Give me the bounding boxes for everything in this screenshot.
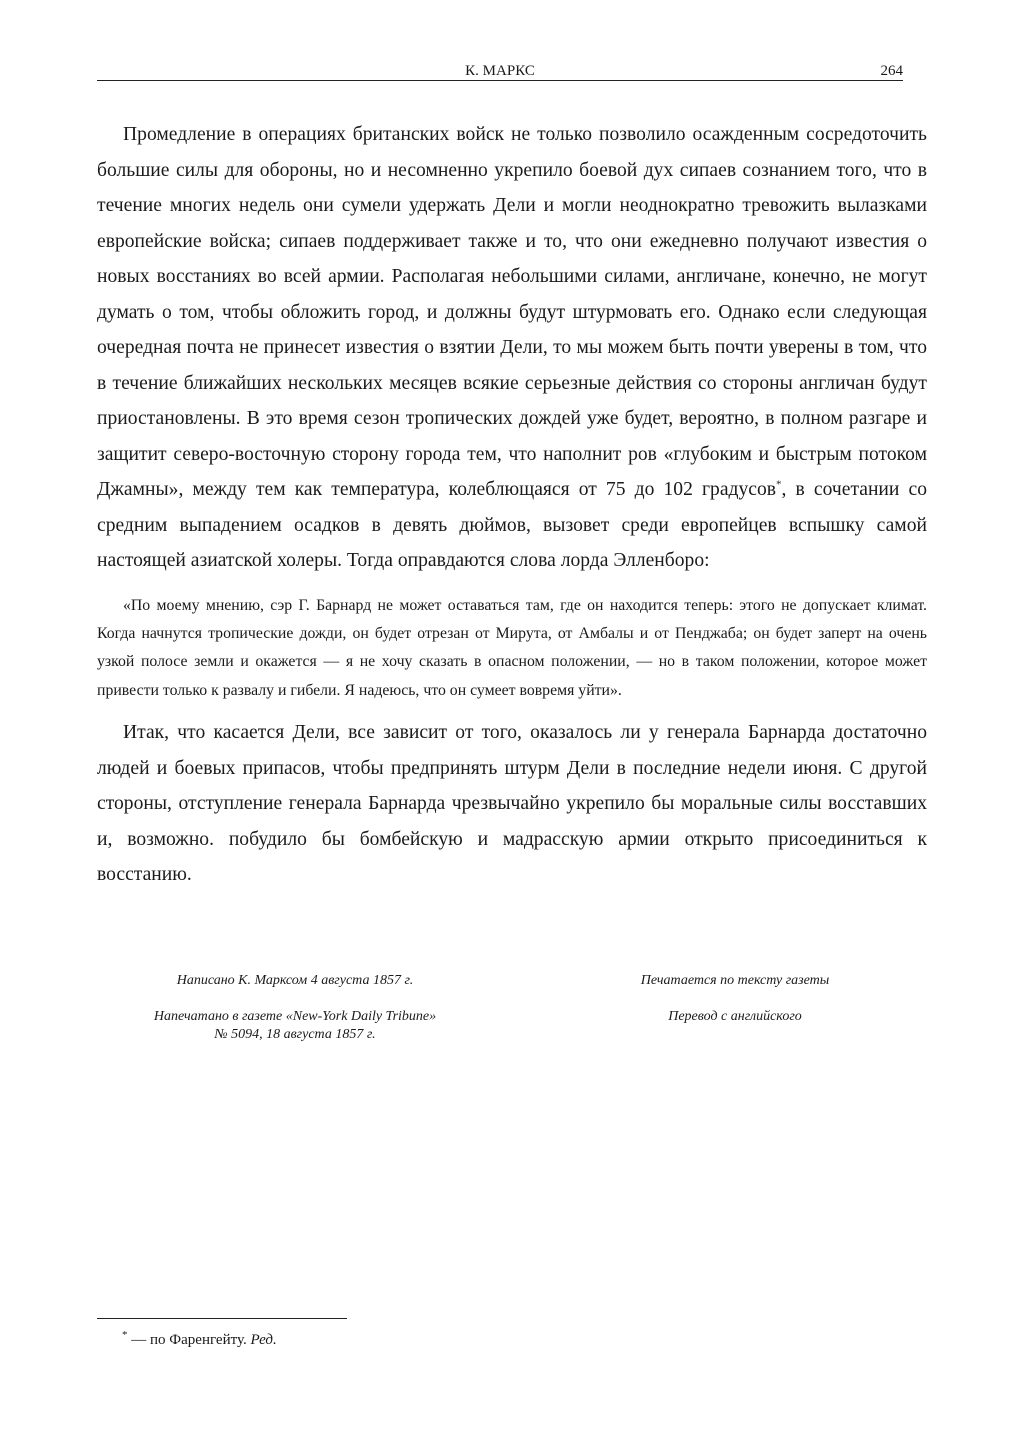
translation-note: Перевод с английского [668,1009,802,1024]
footnote [122,1328,277,1352]
paragraph: Итак, что касается Дели, все зависит от того, оказалось ли у генерала Барнарда достаточно людей и боевых припасов, чтобы предпринять штурм Дели в последние недели июня. С другой стороны, отступление генерала Барнарда чрезвычайно укрепило бы моральные силы восставших и, возможно. побудило бы бомбейскую и мадрасскую армии открыто присоединиться к восстанию. [97,722,927,886]
footnote-divider [97,1318,347,1319]
publication-line: № 5094, 18 августа 1857 г. [214,1027,376,1042]
paragraph-text: Промедление в операциях британских войск не только позволило осажденным сосредоточить большие силы для обороны, но и несомненно укрепило боевой дух сипаев сознанием того, что в течение многих недель они сумели удержать Дели и могли неоднократно тревожить вылазками европейские войска; сипаев поддерживает также и то, что они ежедневно получают известия о новых восстаниях во всей армии. Располагая небольшими силами, англичане, конечно, не могут думать о том, чтобы обложить город, и должны будут штурмовать его. Однако если следующая очередная почта не принесет известия о взятии Дели, то мы можем быть почти уверены в том, что в течение ближайших нескольких месяцев всякие серьезные действия со стороны англичан будут приостановлены. В это время сезон тропических дождей уже будет, вероятно, в полном разгаре и защитит северо-восточную сторону города тем, что наполнит ров «глубоким и быстрым потоком Джамны», между тем как температура, колеблющаяся от 75 до 102 градусов [97,124,927,500]
paragraph-text: , в сочетании со средним выпадением осадков в девять дюймов, вызовет среди европейцев вспышку самой настоящей азиатской холеры. Тогда оправдаются слова лорда Элленборо: [97,479,927,571]
source-note: Печатается по тексту газеты [640,973,830,988]
colophon-right [560,972,910,1044]
running-header [97,62,903,81]
main-text [97,117,927,893]
header-title: К. МАРКС [465,63,535,79]
paragraph [97,117,927,579]
block-quote: «По моему мнению, сэр Г. Барнард не может оставаться там, где он находится теперь: этого не допускает климат. Когда начнутся тропические дожди, он будет отрезан от Мирута, от Амбалы и от Пенджаба; он будет заперт на очень узкой полосе земли и окажется — я не хочу сказать в опасном положении, — но в таком положении, которое может привести только к развалу и гибели. Я надеюсь, что он сумеет вовремя уйти». [97,596,927,699]
footnote-reference: * [776,478,782,491]
written-date: Написано К. Марксом 4 августа 1857 г. [176,973,414,988]
footnote-editor: Ред. [250,1332,277,1348]
footnote-mark: * [122,1329,128,1341]
colophon-left [120,972,470,1062]
publication-line: Напечатано в газете «New-York Daily Tribune» [153,1009,437,1024]
publication-info [120,1008,470,1044]
page-number: 264 [880,63,903,79]
footnote-text: — по Фаренгейту. [127,1332,251,1348]
